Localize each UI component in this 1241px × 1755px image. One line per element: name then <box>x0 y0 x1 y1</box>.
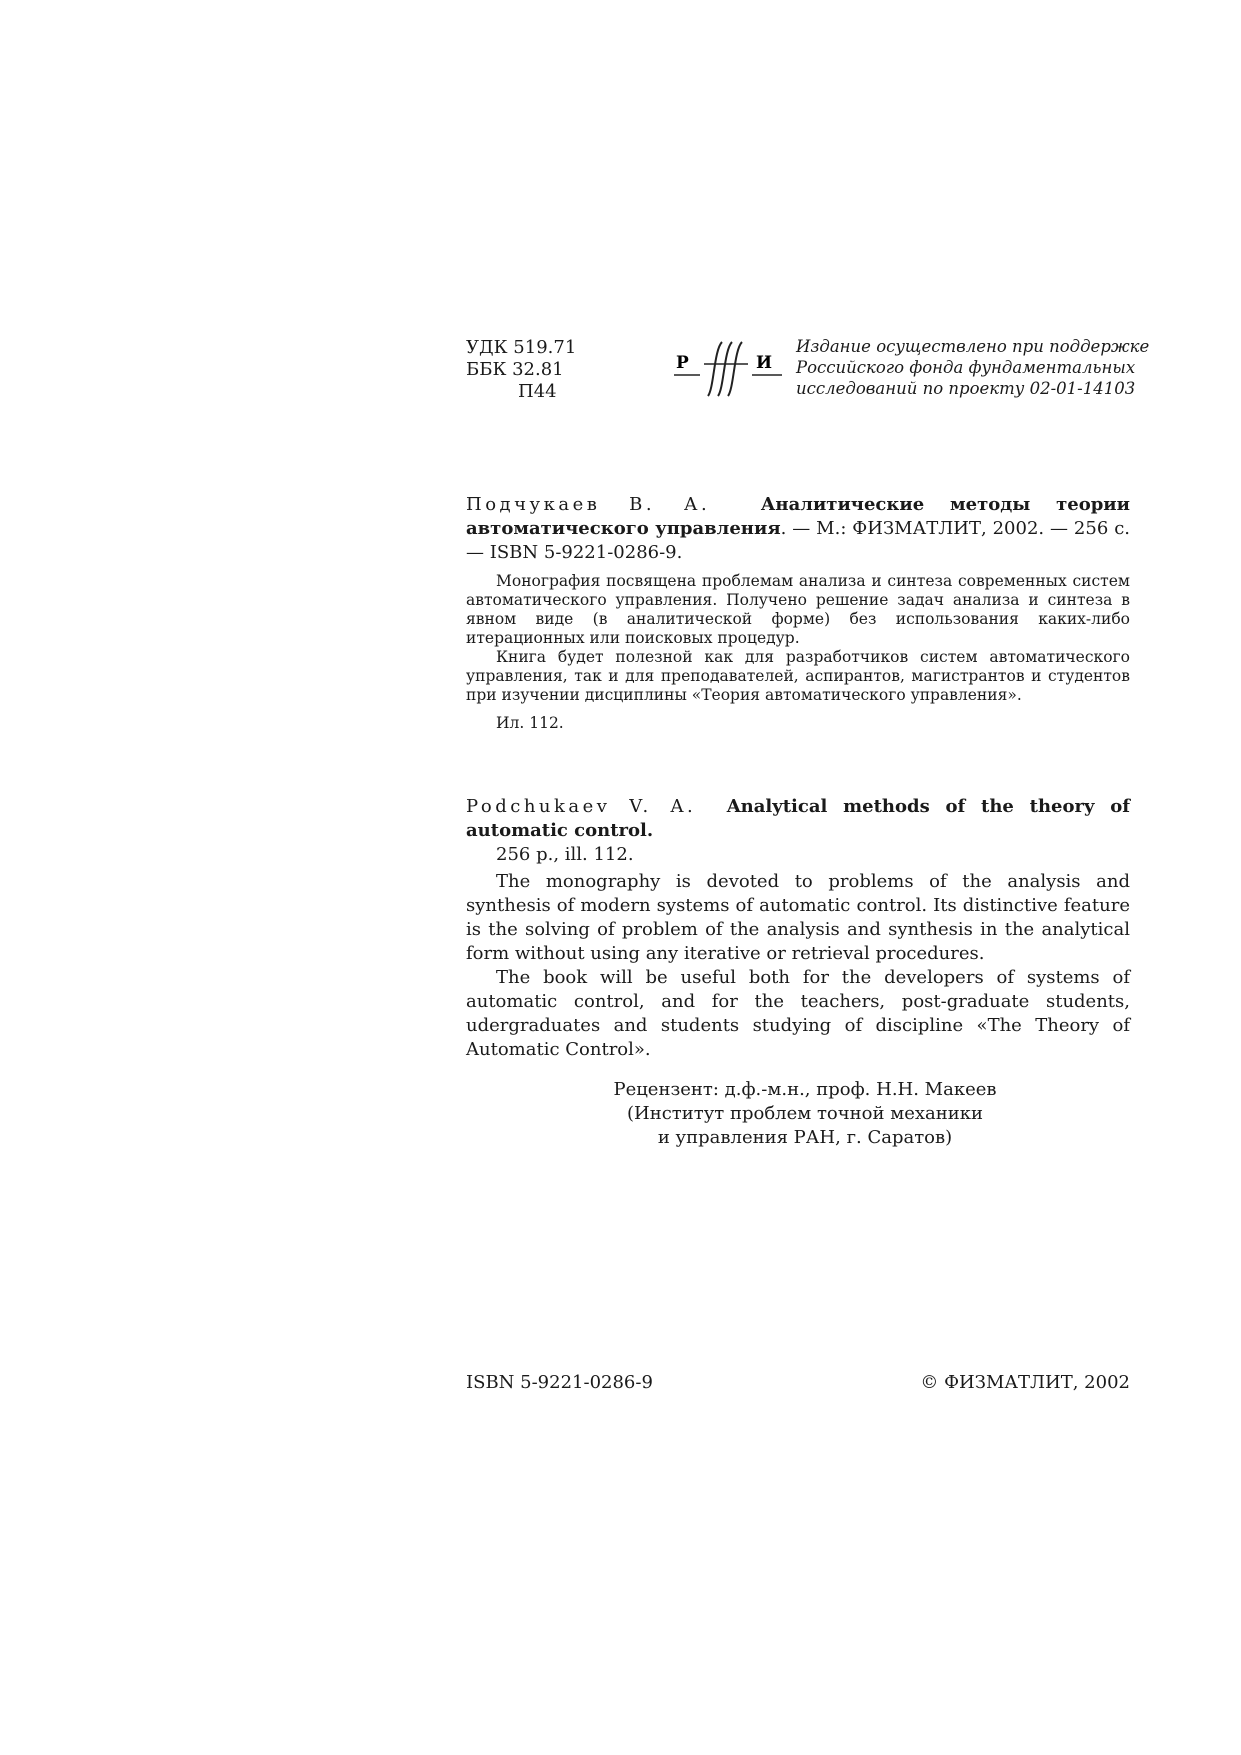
pages-en: 256 p., ill. 112. <box>496 844 634 865</box>
abstract-ru <box>466 572 1130 705</box>
illustrations-count-ru: Ил. 112. <box>496 714 564 732</box>
support-line: исследований по проекту 02-01-14103 <box>796 379 1136 398</box>
isbn-footer: ISBN 5-9221-0286-9 <box>466 1372 653 1393</box>
abstract-ru-paragraph: Монография посвящена проблемам анализа и синтеза современных систем автоматического управления. Получено решение задач анализа и синтеза в явном виде (в аналитической форме) без использования каких-либо итерационных или поисковых процедур. <box>466 572 1130 647</box>
reviewer-line: (Институт проблем точной механики <box>626 1103 983 1124</box>
classification-codes <box>466 337 576 403</box>
logo-right-letter: И <box>756 353 773 373</box>
title-ru: Аналитические методы теории автоматического управления <box>466 494 1131 539</box>
imprint-ru: . — М.: ФИЗМАТЛИТ, 2002. — 256 с. — ISBN 5-9221-0286-9. <box>466 518 1130 563</box>
support-notice <box>796 336 1150 399</box>
abstract-en-paragraph: The monography is devoted to problems of the analysis and synthesis of modern systems of automatic control. Its distinctive feature is the solving of problem of the analysis and synthesis in the analytical form without using any iterative or retrieval procedures. <box>466 871 1130 964</box>
author-en: Podchukaev V. A. <box>466 796 697 817</box>
author-mark: П44 <box>518 381 557 402</box>
abstract-ru-paragraph: Книга будет полезной как для разработчиков систем автоматического управления, так и для преподавателей, аспирантов, магистрантов и студентов при изучении дисциплины «Теория автоматического управления». <box>466 648 1130 704</box>
bibliographic-entry-en <box>466 795 1130 867</box>
reviewer-line: и управления РАН, г. Саратов) <box>657 1127 953 1148</box>
author-ru: Подчукаев В. А. <box>466 494 711 515</box>
rffi-logo <box>674 340 784 398</box>
bbk-code: ББК 32.81 <box>466 359 564 380</box>
logo-left-letter: Р <box>676 353 689 373</box>
support-line: Издание осуществлено при поддержке <box>796 337 1150 356</box>
abstract-en-paragraph: The book will be useful both for the developers of systems of automatic control, and for the teachers, post-graduate students, udergraduates and students studying of discipline «The Theory of Automatic Control». <box>466 967 1130 1060</box>
title-en: Analytical methods of the theory of automatic control. <box>466 796 1130 841</box>
reviewer-block <box>580 1078 1030 1150</box>
abstract-en <box>466 870 1130 1062</box>
support-line: Российского фонда фундаментальных <box>796 358 1136 377</box>
udk-code: УДК 519.71 <box>466 337 577 358</box>
bibliographic-entry-ru <box>466 493 1130 565</box>
copyright-notice: © ФИЗМАТЛИТ, 2002 <box>920 1372 1130 1393</box>
reviewer-line: Рецензент: д.ф.-м.н., проф. Н.Н. Макеев <box>613 1079 997 1100</box>
